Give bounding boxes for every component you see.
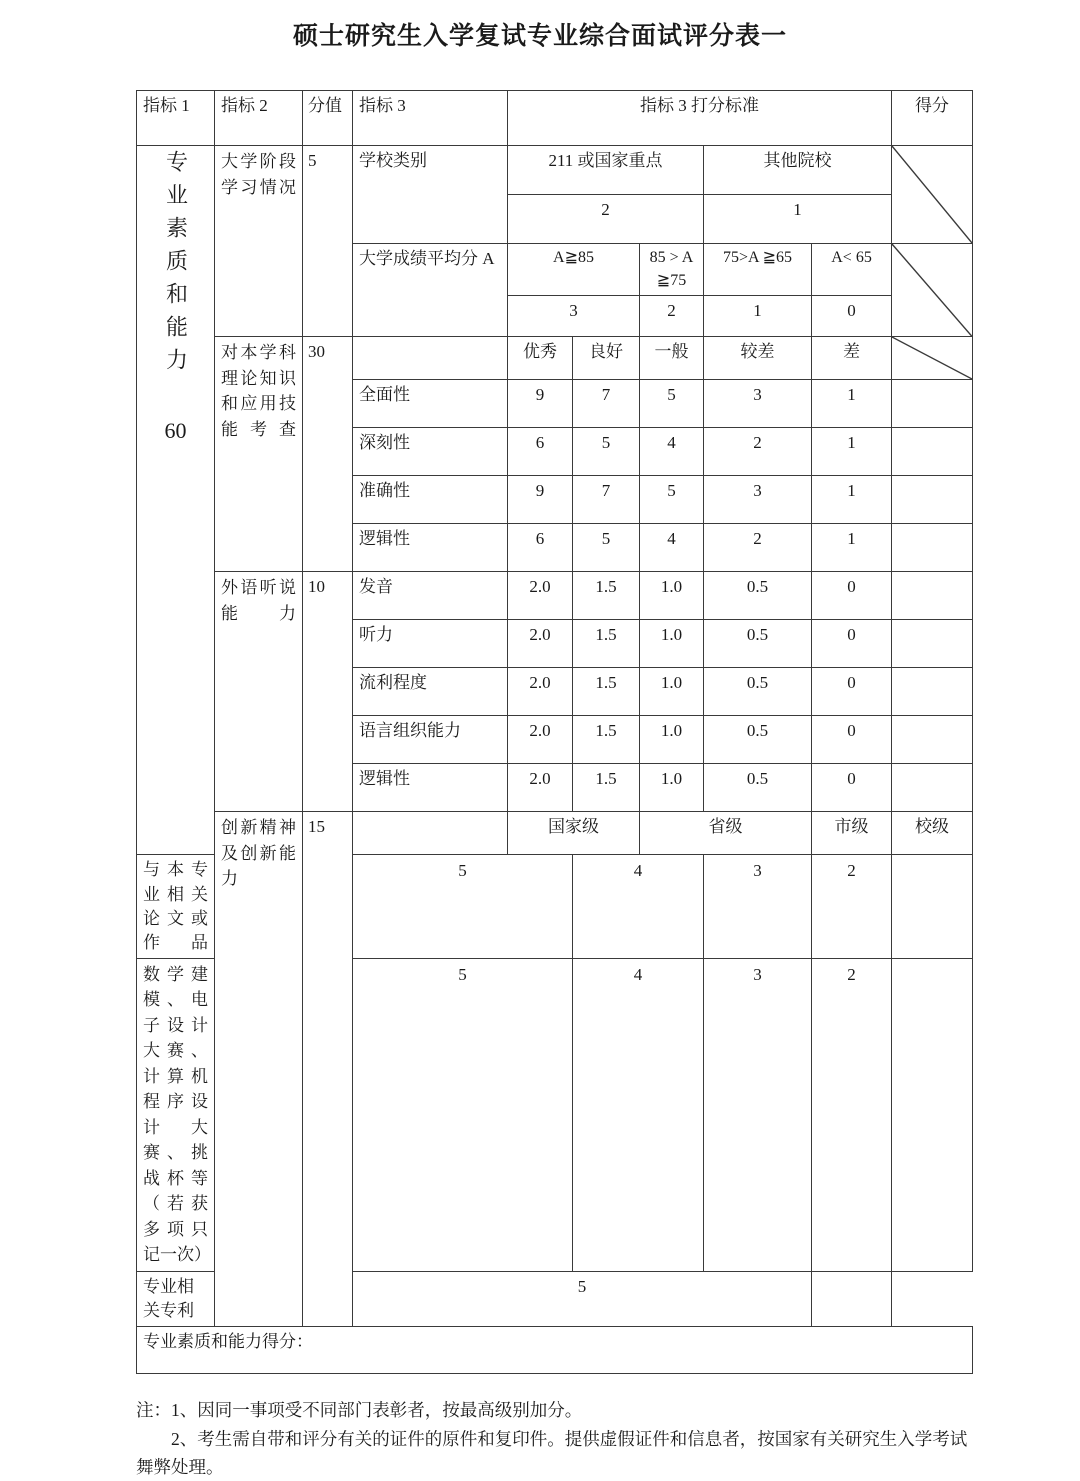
score-value: 5 — [640, 476, 704, 524]
score-value: 2 — [812, 855, 892, 959]
indicator-school-type: 学校类别 — [353, 146, 508, 244]
score-value: 5 — [353, 1271, 812, 1326]
score-cell-blank[interactable] — [892, 146, 973, 244]
grade-label: 校级 — [892, 812, 973, 855]
score-value: 9 — [508, 380, 573, 428]
indicator-comprehensiveness: 全面性 — [353, 380, 508, 428]
section-name-2 — [215, 337, 303, 572]
indicator-gpa-text: 大学成绩平均分 A — [359, 249, 495, 268]
score-input-cell[interactable] — [892, 855, 973, 959]
score-value: 4 — [640, 524, 704, 572]
notes-block — [136, 1396, 976, 1481]
summary-row — [137, 1327, 973, 1374]
table-row — [137, 337, 973, 380]
table-row — [137, 812, 973, 855]
section-points-2: 30 — [303, 337, 353, 572]
indicator-thesis — [137, 855, 215, 959]
score-input-cell[interactable] — [892, 716, 973, 764]
score-value: 6 — [508, 428, 573, 476]
score-input-cell[interactable] — [892, 524, 973, 572]
criteria-value: 2 — [508, 195, 704, 244]
grade-label: 一般 — [640, 337, 704, 380]
table-row — [137, 572, 973, 620]
header-col-score: 得分 — [892, 91, 973, 146]
score-value: 2.0 — [508, 572, 573, 620]
score-value: 3 — [704, 855, 812, 959]
section-name-1-text: 大学阶段学习情况 — [221, 152, 296, 197]
score-value: 2 — [704, 428, 812, 476]
score-value: 1.0 — [640, 620, 704, 668]
header-col-indicator3: 指标 3 — [353, 91, 508, 146]
score-value: 2 — [812, 958, 892, 1271]
score-value: 1 — [812, 476, 892, 524]
summary-label[interactable]: 专业素质和能力得分： — [137, 1327, 973, 1374]
criteria-label: 75>A ≧65 — [704, 244, 812, 296]
grade-label: 省级 — [640, 812, 812, 855]
grade-label: 较差 — [704, 337, 812, 380]
score-value: 4 — [573, 855, 704, 959]
score-value: 1.5 — [573, 716, 640, 764]
score-value: 7 — [573, 380, 640, 428]
grade-label: 优秀 — [508, 337, 573, 380]
criteria-label: A< 65 — [812, 244, 892, 296]
criteria-value: 0 — [812, 296, 892, 337]
score-input-cell[interactable] — [892, 380, 973, 428]
score-value: 0.5 — [704, 620, 812, 668]
criteria-value: 2 — [640, 296, 704, 337]
criteria-value: 1 — [704, 195, 892, 244]
indicator-thesis-text: 与本专业相关论文或作品 — [143, 860, 208, 952]
table-row — [137, 146, 973, 195]
score-value: 5 — [640, 380, 704, 428]
indicator-logic-language: 逻辑性 — [353, 764, 508, 812]
score-value: 1.5 — [573, 668, 640, 716]
section-name-4-text: 创新精神及创新能力 — [221, 818, 296, 889]
note-item-2: 2、考生需自带和评分有关的证件的原件和复印件。提供虚假证件和信息者，按国家有关研究生入学考试舞弊处理。 — [136, 1428, 968, 1477]
scoring-table — [136, 90, 973, 1374]
score-value: 2.0 — [508, 620, 573, 668]
score-input-cell[interactable] — [892, 476, 973, 524]
score-input-cell[interactable] — [892, 764, 973, 812]
category-total: 60 — [164, 418, 187, 443]
score-value: 1.0 — [640, 572, 704, 620]
score-value: 2.0 — [508, 716, 573, 764]
score-value: 6 — [508, 524, 573, 572]
score-value: 4 — [640, 428, 704, 476]
score-input-cell[interactable] — [892, 958, 973, 1271]
score-input-cell[interactable] — [892, 620, 973, 668]
score-value: 3 — [704, 958, 812, 1271]
criteria-label: 211 或国家重点 — [508, 146, 704, 195]
score-value: 5 — [353, 855, 573, 959]
section-points-1: 5 — [303, 146, 353, 337]
score-value: 1.0 — [640, 716, 704, 764]
table-header-row — [137, 91, 973, 146]
indicator-competitions — [137, 958, 215, 1271]
indicator-fluency: 流利程度 — [353, 668, 508, 716]
score-value: 7 — [573, 476, 640, 524]
score-value: 0 — [812, 764, 892, 812]
indicator-language-organization: 语言组织能力 — [353, 716, 508, 764]
score-value: 5 — [573, 428, 640, 476]
score-value: 4 — [573, 958, 704, 1271]
indicator-blank — [353, 812, 508, 855]
note-line-1 — [136, 1396, 976, 1424]
indicator-pronunciation: 发音 — [353, 572, 508, 620]
score-value: 3 — [704, 476, 812, 524]
score-input-cell[interactable] — [892, 668, 973, 716]
section-points-3: 10 — [303, 572, 353, 812]
section-name-3-text: 外语听说能力 — [221, 578, 296, 623]
header-col-indicator2: 指标 2 — [215, 91, 303, 146]
section-name-1 — [215, 146, 303, 337]
indicator-listening: 听力 — [353, 620, 508, 668]
note-item-1: 1、因同一事项受不同部门表彰者，按最高级别加分。 — [171, 1400, 583, 1421]
score-value: 1.5 — [573, 572, 640, 620]
score-value: 9 — [508, 476, 573, 524]
grade-label: 国家级 — [508, 812, 640, 855]
header-col-criteria: 指标 3 打分标准 — [508, 91, 892, 146]
criteria-label: 85 > A ≧75 — [640, 244, 704, 296]
grade-label: 良好 — [573, 337, 640, 380]
category-label: 专业素质和能力 — [163, 150, 189, 381]
indicator-competitions-text: 数学建模、电子设计大赛、计算机程序设计大赛、挑战杯等（若获多项只记一次） — [143, 964, 211, 1265]
score-value: 0.5 — [704, 572, 812, 620]
criteria-value: 3 — [508, 296, 640, 337]
score-value: 0 — [812, 620, 892, 668]
score-value: 1 — [812, 524, 892, 572]
criteria-label: 其他院校 — [704, 146, 892, 195]
score-value: 1.5 — [573, 764, 640, 812]
score-value: 2.0 — [508, 764, 573, 812]
score-value: 1.5 — [573, 620, 640, 668]
score-value: 5 — [353, 958, 573, 1271]
criteria-label: A≧85 — [508, 244, 640, 296]
page-title: 硕士研究生入学复试专业综合面试评分表一 — [292, 23, 787, 50]
score-value: 0 — [812, 668, 892, 716]
section-points-4: 15 — [303, 812, 353, 1327]
section-name-2-text: 对本学科理论知识和应用技能考查 — [221, 343, 296, 439]
score-value: 3 — [704, 380, 812, 428]
score-value: 0.5 — [704, 668, 812, 716]
section-name-4 — [215, 812, 303, 1327]
category-cell — [137, 146, 215, 855]
score-input-cell[interactable] — [892, 572, 973, 620]
score-input-cell[interactable] — [812, 1271, 892, 1326]
score-value: 2 — [704, 524, 812, 572]
criteria-value: 1 — [704, 296, 812, 337]
score-cell-blank[interactable] — [892, 244, 973, 337]
indicator-patent: 专业相关专利 — [137, 1271, 215, 1326]
indicator-depth: 深刻性 — [353, 428, 508, 476]
note-prefix: 注： — [136, 1400, 171, 1421]
score-value: 0.5 — [704, 764, 812, 812]
score-value: 0 — [812, 572, 892, 620]
indicator-logic: 逻辑性 — [353, 524, 508, 572]
score-value: 5 — [573, 524, 640, 572]
score-value: 2.0 — [508, 668, 573, 716]
indicator-blank — [353, 337, 508, 380]
indicator-gpa — [353, 244, 508, 337]
score-cell-blank[interactable] — [892, 337, 973, 380]
score-input-cell[interactable] — [892, 428, 973, 476]
score-value: 0.5 — [704, 716, 812, 764]
header-col-indicator1: 指标 1 — [137, 91, 215, 146]
header-col-points: 分值 — [303, 91, 353, 146]
grade-label: 差 — [812, 337, 892, 380]
score-value: 0 — [812, 716, 892, 764]
score-value: 1 — [812, 428, 892, 476]
score-value: 1.0 — [640, 764, 704, 812]
score-value: 1 — [812, 380, 892, 428]
grade-label: 市级 — [812, 812, 892, 855]
indicator-accuracy: 准确性 — [353, 476, 508, 524]
section-name-3 — [215, 572, 303, 812]
score-value: 1.0 — [640, 668, 704, 716]
